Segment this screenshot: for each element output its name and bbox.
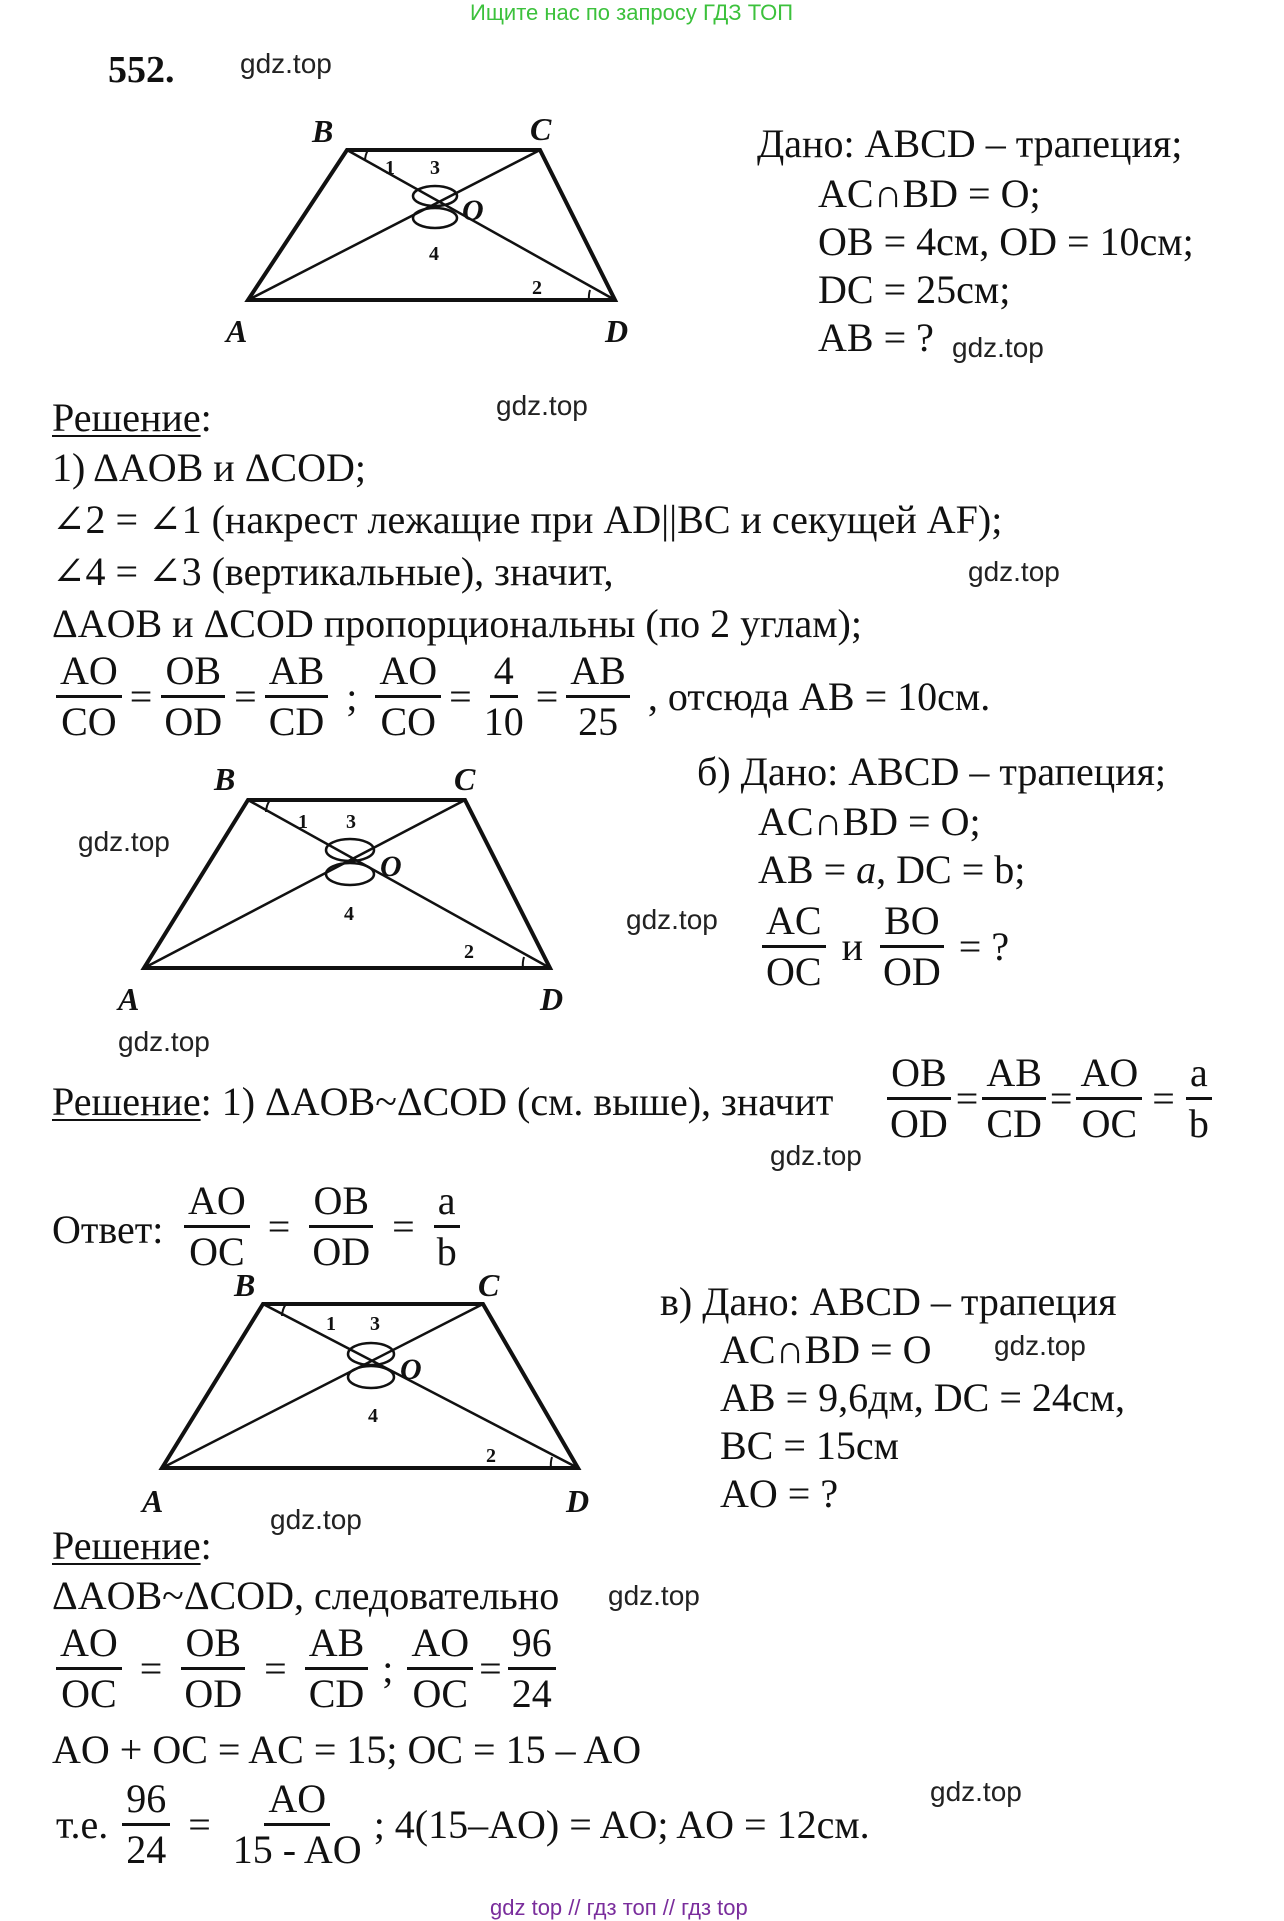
watermark: gdz.top <box>770 1140 862 1171</box>
watermark: gdz.top <box>626 904 718 935</box>
given-c-line-2: AC∩BD = O <box>720 1327 932 1372</box>
solution-b-line: Решение: 1) ΔAOB~ΔCOD (см. выше), значит <box>52 1079 834 1124</box>
watermark: gdz.top <box>240 48 332 79</box>
label-a: A <box>226 313 248 349</box>
svg-text:3: 3 <box>370 1313 380 1335</box>
svg-text:O: O <box>400 1353 422 1386</box>
svg-text:O: O <box>380 850 402 883</box>
solution-a-line-3: ∠4 = ∠3 (вертикальные), значит, <box>52 549 614 594</box>
svg-text:2: 2 <box>486 1445 496 1467</box>
svg-text:2: 2 <box>464 941 474 963</box>
solution-a-title: Решение <box>52 395 201 440</box>
svg-text:D: D <box>566 1483 590 1519</box>
svg-text:B: B <box>234 1267 256 1303</box>
answer-proportion: $\frac{AO}{OC}$ = $\frac{OB}{OD}$ = $\frac{a}{b}$ <box>180 1180 465 1273</box>
solution-c-line-3: AO + OC = AC = 15; OC = 15 – AO <box>52 1727 642 1772</box>
given-a-line-4: DC = 25см; <box>818 267 1011 312</box>
solution-a-line-4: ΔAOB и ΔCOD пропорциональны (по 2 углам); <box>52 601 862 646</box>
svg-text:A: A <box>118 981 140 1017</box>
solution-a-line-2: ∠2 = ∠1 (накрест лежащие при AD||BC и секущей AF); <box>52 497 1003 542</box>
angle-label-2: 2 <box>532 277 542 299</box>
solution-c-proportion: $\frac{AO}{OC}$ = $\frac{OB}{OD}$ = $\frac{AB}{CD}$ ; $\frac{AO}{OC}$ = $\frac{96}{24}$ <box>52 1622 560 1715</box>
angle-label-3: 3 <box>430 157 440 179</box>
given-b-question: $\frac{AC}{OC}$ и $\frac{BO}{OD}$ = ? <box>758 900 1013 993</box>
given-b-line-1: б) Дано: ABCD – трапеция; <box>697 749 1167 794</box>
label-b: B <box>312 113 334 149</box>
solution-a-line-1: 1) ΔAOB и ΔCOD; <box>52 445 366 490</box>
label-c: C <box>530 111 552 147</box>
solution-a-heading <box>52 395 212 440</box>
footer-watermark: gdz top // гдз топ // гдз top <box>490 1895 748 1920</box>
given-c-line-5: AO = ? <box>720 1471 839 1516</box>
given-a-line-5: AB = ? <box>818 315 934 360</box>
given-a-line-1: Дано: ABCD – трапеция; <box>757 121 1183 166</box>
watermark: gdz.top <box>994 1330 1086 1361</box>
svg-text:C: C <box>478 1267 500 1303</box>
solution-c-line-1: ΔAOB~ΔCOD, следовательно <box>52 1573 560 1618</box>
svg-text:A: A <box>142 1483 164 1519</box>
solution-a-colon: : <box>200 395 212 440</box>
watermark: gdz.top <box>952 332 1044 363</box>
given-b-line-2: AC∩BD = O; <box>758 799 981 844</box>
answer-label: Ответ: <box>52 1207 164 1252</box>
label-d: D <box>605 313 629 349</box>
solution-c-final: т.е. $\frac{96}{24}$ = $\frac{AO}{15 - AO}$ ; 4(15–AO) = AO; AO = 12см. <box>56 1776 870 1872</box>
svg-text:C: C <box>454 761 476 797</box>
watermark: gdz.top <box>930 1776 1022 1807</box>
given-b-line-3: AB = a, DC = b; <box>758 847 1026 892</box>
watermark: gdz.top <box>968 556 1060 587</box>
given-c-line-3: AB = 9,6дм, DC = 24см, <box>720 1375 1125 1420</box>
svg-text:D: D <box>540 981 564 1017</box>
solution-b-proportion: $\frac{OB}{OD}$ = $\frac{AB}{CD}$ = $\frac{AO}{OC}$ = $\frac{a}{b}$ <box>882 1052 1217 1145</box>
svg-text:4: 4 <box>368 1405 378 1427</box>
watermark: gdz.top <box>270 1504 362 1535</box>
given-c-line-1: в) Дано: ABCD – трапеция <box>660 1279 1117 1324</box>
search-banner: Ищите нас по запросу ГДЗ ТОП <box>470 0 794 25</box>
given-a-line-3: OB = 4см, OD = 10см; <box>818 219 1194 264</box>
trapezoid-figure-2 <box>110 760 590 1020</box>
problem-number: 552. <box>108 49 175 91</box>
svg-text:B: B <box>214 761 236 797</box>
watermark: gdz.top <box>608 1580 700 1611</box>
angle-label-4: 4 <box>429 243 439 265</box>
solution-c-heading: Решение: <box>52 1523 212 1568</box>
svg-text:4: 4 <box>344 903 354 925</box>
svg-text:1: 1 <box>298 811 308 833</box>
given-c-line-4: BC = 15см <box>720 1423 899 1468</box>
watermark: gdz.top <box>496 390 588 421</box>
trapezoid-figure-1 <box>220 110 640 350</box>
watermark: gdz.top <box>118 1026 210 1057</box>
label-o: O <box>462 194 484 227</box>
angle-label-1: 1 <box>385 157 395 179</box>
given-a-line-2: AC∩BD = O; <box>818 171 1041 216</box>
svg-text:1: 1 <box>326 1313 336 1335</box>
svg-text:3: 3 <box>346 811 356 833</box>
trapezoid-figure-3 <box>138 1262 618 1522</box>
solution-a-proportion: $\frac{AO}{CO}$ = $\frac{OB}{OD}$ = $\frac{AB}{CD}$ ; $\frac{AO}{CO}$ = $\frac{4}{10}$ = $\frac{AB}{25}$ , отсюда AB = 10см. <box>52 650 994 743</box>
watermark: gdz.top <box>78 826 170 857</box>
